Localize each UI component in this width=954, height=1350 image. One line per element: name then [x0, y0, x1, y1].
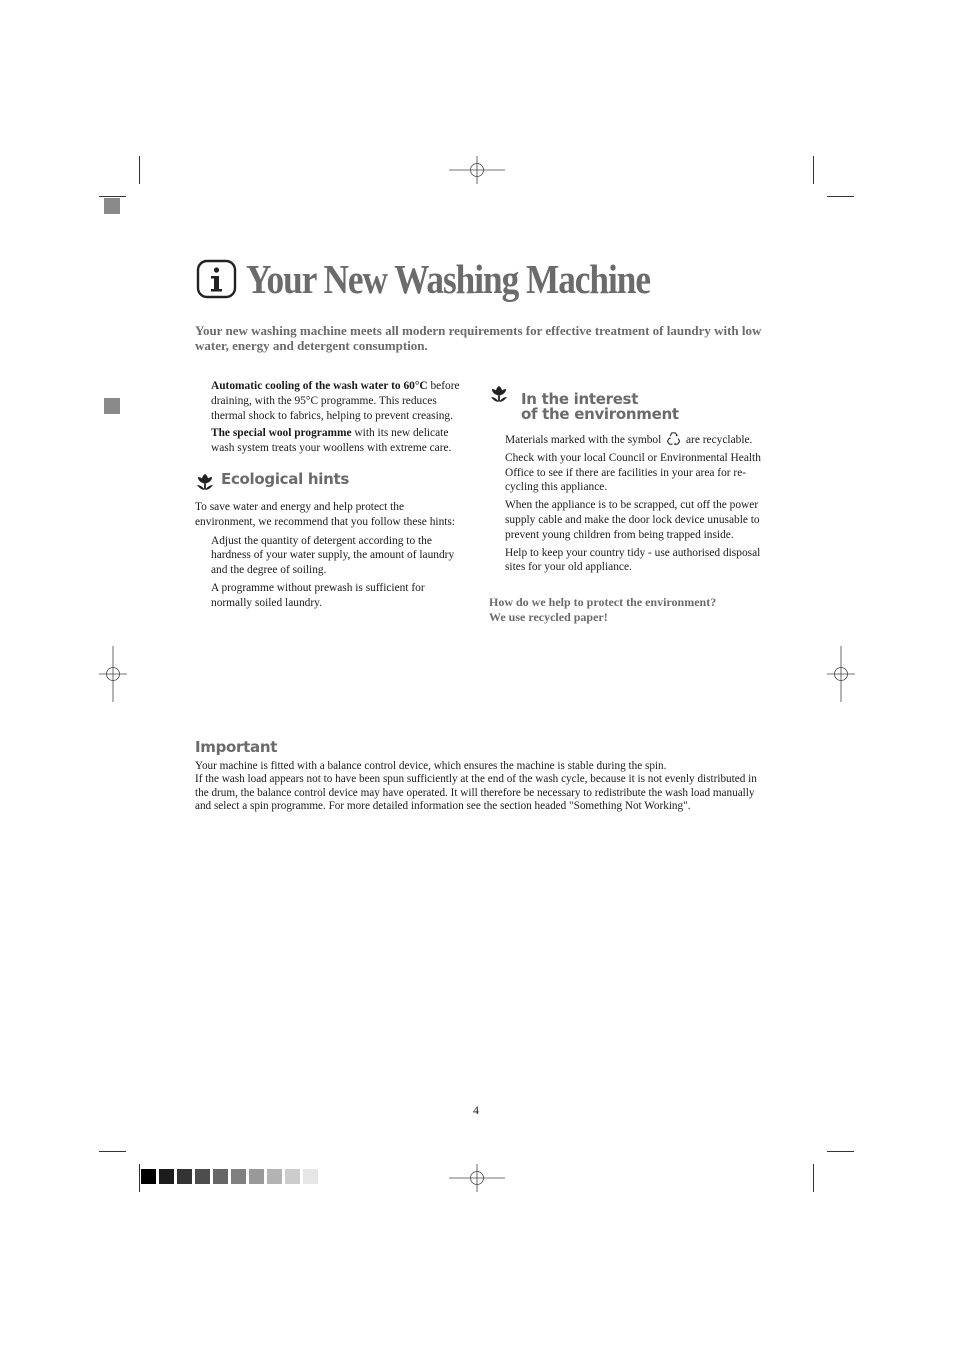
registration-mark-icon [827, 646, 855, 702]
color-swatch [213, 1169, 228, 1184]
page-header [196, 255, 716, 302]
list-item: Help to keep your country tidy - use authorised disposal sites for your old appliance. [505, 546, 761, 574]
intro-paragraph: Your new washing machine meets all modern requirements for effective treatment of laundry with low water, energy and detergent consumption. [195, 323, 762, 353]
important-line: If the wash load appears not to have been spun sufficiently at the end of the wash cycle, because it is not evenly distributed in the drum, the balance control device may have operated. It will therefore be necessary to redistribute the wash load manually and select a spin programme. For more detailed information see the section headed "Something Not Working". [195, 773, 757, 813]
page-number: 4 [473, 1103, 479, 1117]
color-swatch [231, 1169, 246, 1184]
color-calibration-bar [141, 1169, 321, 1184]
crop-mark [139, 1164, 140, 1192]
registration-mark-icon [449, 1164, 505, 1192]
feature-item: Automatic cooling of the wash water to 60°C before draining, with the 95°C programme. This reduces thermal shock to fabrics, helping to prevent creasing. [211, 380, 460, 422]
flower-icon [489, 384, 509, 404]
crop-mark [139, 156, 140, 184]
important-line: Your machine is fitted with a balance control device, which ensures the machine is stable during the spin. [195, 759, 667, 772]
environment-list [489, 431, 761, 575]
feature-list [195, 379, 465, 456]
important-section [195, 738, 765, 814]
list-item: When the appliance is to be scrapped, cut off the power supply cable and make the door lock device unusable to prevent young children from being trapped inside. [505, 499, 760, 541]
recycle-icon [666, 431, 681, 446]
page-title: Your New Washing Machine [246, 255, 650, 302]
color-swatch [195, 1169, 210, 1184]
color-swatch [285, 1169, 300, 1184]
right-column [489, 384, 761, 625]
recycled-paper-tagline: How do we help to protect the environment? We use recycled paper! [489, 595, 717, 625]
info-icon [196, 258, 238, 300]
color-swatch [141, 1169, 156, 1184]
color-swatch [177, 1169, 192, 1184]
list-item: Adjust the quantity of detergent according to the hardness of your water supply, the amount of laundry and the degree of soiling. [211, 534, 455, 577]
eco-intro: To save water and energy and help protect the environment, we recommend that you follow these hints: [195, 500, 456, 528]
crop-mark [827, 196, 854, 197]
eco-hints-list [195, 534, 465, 611]
left-column [195, 379, 465, 614]
important-heading: Important [195, 738, 278, 756]
crop-mark [813, 156, 814, 184]
crop-mark [99, 1151, 126, 1152]
color-swatch [267, 1169, 282, 1184]
color-swatch [303, 1169, 318, 1184]
list-item: Check with your local Council or Environmental Health Office to see if there are facilities in your area for re-cycling this appliance. [505, 451, 761, 494]
gray-tab-marker [104, 198, 120, 214]
eco-hints-heading: Ecological hints [195, 472, 465, 492]
list-item: Materials marked with the symbol are recyclable. [505, 431, 761, 448]
environment-heading: In the interest of the environment [489, 384, 761, 422]
feature-item: The special wool programme with its new delicate wash system treats your woollens with extreme care. [211, 427, 452, 455]
flower-icon [195, 472, 215, 492]
crop-mark [813, 1164, 814, 1192]
crop-mark [99, 196, 126, 197]
crop-mark [827, 1151, 854, 1152]
registration-mark-icon [449, 156, 505, 184]
gray-tab-marker [104, 398, 120, 414]
registration-mark-icon [99, 646, 127, 702]
color-swatch [159, 1169, 174, 1184]
color-swatch [249, 1169, 264, 1184]
list-item: A programme without prewash is sufficient for normally soiled laundry. [211, 581, 425, 609]
